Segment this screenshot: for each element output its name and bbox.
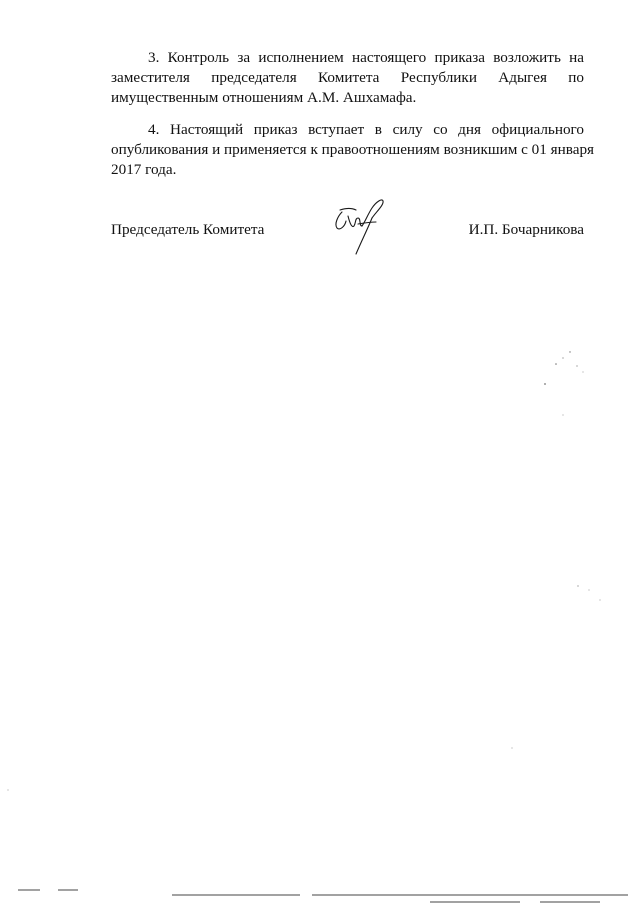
handwritten-signature: [328, 196, 390, 260]
paragraph-3-line: имущественным отношениям А.М. Ашхамафа.: [111, 89, 417, 106]
paragraph-4-line: 4. Настоящий приказ вступает в силу со дня официального: [148, 121, 584, 138]
paragraph-3-line: заместителя председателя Комитета Республики Адыгея по: [111, 69, 584, 86]
paragraph-4-line: опубликования и применяется к правоотношениям возникшим с 01 января: [111, 141, 595, 158]
paragraph-4-line: 2017 года.: [111, 161, 177, 178]
paragraph-4: [111, 120, 595, 180]
signatory-name: И.П. Бочарникова: [468, 221, 584, 238]
signatory-title: Председатель Комитета: [111, 221, 265, 238]
paragraph-3-line: 3. Контроль за исполнением настоящего приказа возложить на: [148, 49, 584, 66]
paragraph-3: [111, 48, 584, 108]
